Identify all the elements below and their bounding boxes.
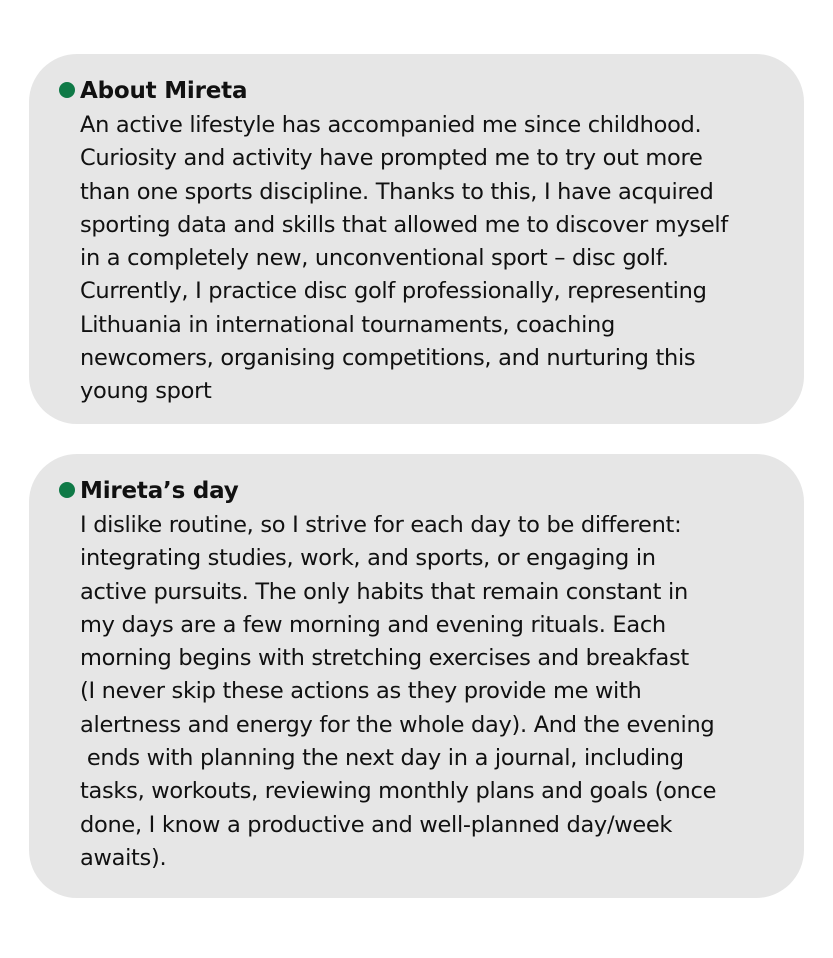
text-line: morning begins with stretching exercises and breakfast <box>80 645 689 672</box>
text-line: integrating studies, work, and sports, or engaging in <box>80 545 656 572</box>
section-body <box>80 509 786 875</box>
text-line: An active lifestyle has accompanied me since childhood. <box>80 112 702 138</box>
text-line: sporting data and skills that allowed me to discover myself <box>80 211 728 238</box>
text-line: done, I know a productive and well-planned day/week <box>80 811 673 838</box>
text-line: awaits). <box>80 844 167 871</box>
text-line: I dislike routine, so I strive for each day to be different: <box>80 512 682 538</box>
text-line: active pursuits. The only habits that remain constant in <box>80 578 688 605</box>
text-line: tasks, workouts, reviewing monthly plans and goals (once <box>80 778 717 805</box>
text-line: ends with planning the next day in a journal, including <box>80 745 684 772</box>
text-line: alertness and energy for the whole day). And the evening <box>80 711 715 738</box>
about-card <box>29 54 804 424</box>
text-line: (I never skip these actions as they provide me with <box>80 678 642 705</box>
section-title: About Mireta <box>80 78 248 104</box>
text-line: young sport <box>80 378 212 405</box>
section-body <box>80 109 786 409</box>
text-line: Lithuania in international tournaments, coaching <box>80 311 615 338</box>
text-line: than one sports discipline. Thanks to this, I have acquired <box>80 178 714 205</box>
section-heading <box>80 478 786 504</box>
green-dot-icon <box>59 82 75 98</box>
text-line: newcomers, organising competitions, and nurturing this <box>80 345 696 372</box>
section-title: Mireta’s day <box>80 478 239 504</box>
section-heading <box>80 78 786 104</box>
text-line: my days are a few morning and evening rituals. Each <box>80 611 666 638</box>
day-card <box>29 454 804 898</box>
text-line: in a completely new, unconventional sport – disc golf. <box>80 245 669 272</box>
text-line: Curiosity and activity have prompted me to try out more <box>80 145 703 172</box>
text-line: Currently, I practice disc golf professionally, representing <box>80 278 707 305</box>
green-dot-icon <box>59 482 75 498</box>
